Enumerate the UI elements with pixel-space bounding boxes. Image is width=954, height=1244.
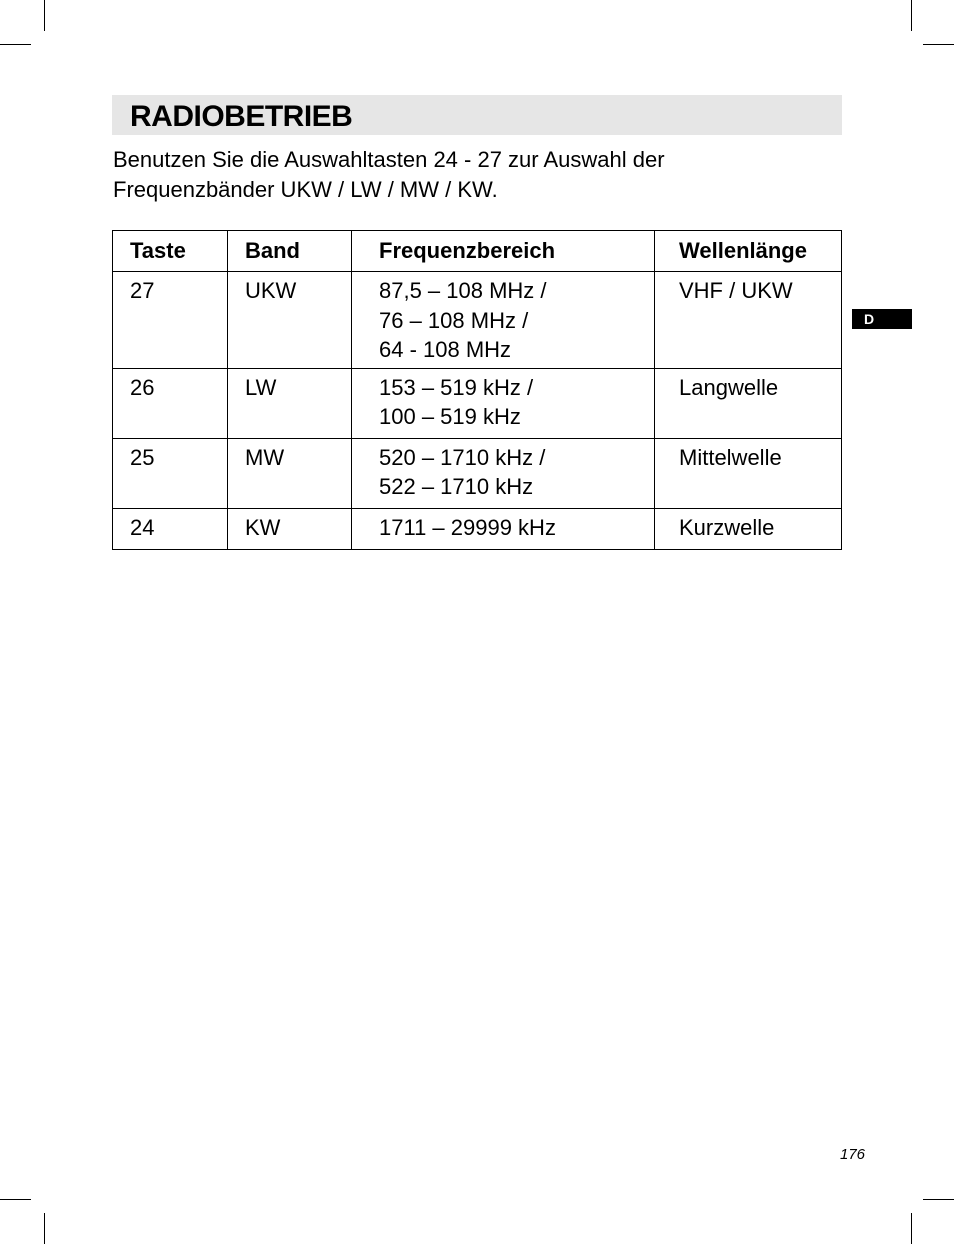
section-title: RADIOBETRIEB — [130, 100, 353, 133]
cell-frequenz — [352, 272, 655, 369]
frequenz-line: 153 – 519 kHz / — [379, 374, 534, 400]
crop-mark — [923, 1199, 954, 1200]
cell-taste: 25 — [113, 438, 228, 508]
frequenz-line: 522 – 1710 kHz — [379, 474, 534, 499]
cell-taste: 27 — [113, 272, 228, 369]
cell-welle: Mittelwelle — [655, 438, 842, 508]
page-number: 176 — [840, 1146, 866, 1163]
frequenz-line: 76 – 108 MHz / — [379, 307, 529, 333]
crop-mark — [911, 0, 912, 31]
crop-mark — [0, 44, 31, 45]
cell-band: MW — [228, 438, 352, 508]
table-header-row — [113, 231, 842, 272]
header-band: Band — [228, 231, 352, 272]
frequency-table — [112, 230, 842, 550]
intro-line: Frequenzbänder UKW / LW / MW / KW. — [113, 176, 498, 202]
frequenz-line: 520 – 1710 kHz / — [379, 444, 546, 470]
crop-mark — [0, 1199, 31, 1200]
crop-mark — [44, 0, 45, 31]
cell-welle: VHF / UKW — [655, 272, 842, 369]
frequenz-line: 1711 – 29999 kHz — [379, 514, 556, 540]
cell-frequenz — [352, 508, 655, 549]
table-row — [113, 272, 842, 369]
cell-band: UKW — [228, 272, 352, 369]
crop-mark — [923, 44, 954, 45]
frequenz-line: 87,5 – 108 MHz / — [379, 278, 547, 303]
cell-taste: 26 — [113, 368, 228, 438]
section-header — [112, 95, 842, 135]
table-row — [113, 438, 842, 508]
header-wellenlaenge: Wellenlänge — [655, 231, 842, 272]
intro-line: Benutzen Sie die Auswahltasten 24 - 27 zur Auswahl der — [113, 147, 665, 172]
intro-paragraph — [113, 145, 833, 204]
cell-welle: Langwelle — [655, 368, 842, 438]
cell-taste: 24 — [113, 508, 228, 549]
language-tab-label: D — [864, 311, 875, 327]
cell-welle: Kurzwelle — [655, 508, 842, 549]
header-taste: Taste — [113, 231, 228, 272]
frequenz-line: 64 - 108 MHz — [379, 337, 512, 362]
crop-mark — [44, 1213, 45, 1244]
frequenz-line: 100 – 519 kHz — [379, 404, 521, 429]
crop-mark — [911, 1213, 912, 1244]
language-tab — [852, 309, 912, 329]
cell-band: LW — [228, 368, 352, 438]
cell-frequenz — [352, 368, 655, 438]
cell-band: KW — [228, 508, 352, 549]
table-row — [113, 368, 842, 438]
header-frequenzbereich: Frequenzbereich — [352, 231, 655, 272]
table-row — [113, 508, 842, 549]
cell-frequenz — [352, 438, 655, 508]
